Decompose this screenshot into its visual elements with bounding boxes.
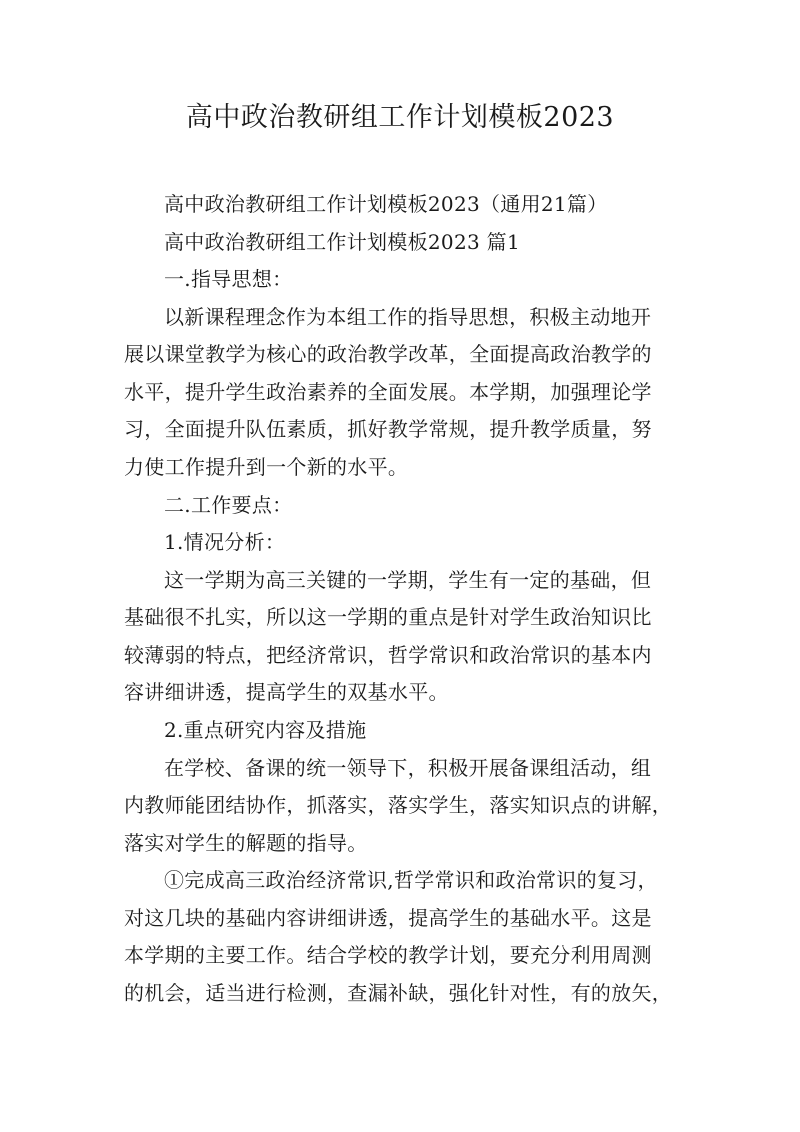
paragraph-line: 水平，提升学生政治素养的全面发展。本学期，加强理论学 bbox=[124, 380, 652, 404]
paragraph-line: 本学期的主要工作。结合学校的教学计划，要充分利用周测 bbox=[124, 943, 652, 967]
paragraph-line: 展以课堂教学为核心的政治教学改革，全面提高政治教学的 bbox=[124, 342, 652, 366]
paragraph-line: 内教师能团结协作，抓落实，落实学生，落实知识点的讲解， bbox=[124, 793, 673, 817]
heading-situation-analysis: 1.情况分析： bbox=[164, 530, 286, 554]
heading-work-points: 二.工作要点： bbox=[164, 493, 293, 517]
subtitle-line: 高中政治教研组工作计划模板2023（通用21篇） bbox=[164, 192, 608, 216]
paragraph-line: 力使工作提升到一个新的水平。 bbox=[124, 455, 409, 479]
heading-guiding-ideology: 一.指导思想： bbox=[164, 267, 293, 291]
paragraph-line: 的机会，适当进行检测，查漏补缺，强化针对性，有的放矢， bbox=[124, 981, 673, 1005]
paragraph-line: 以新课程理念作为本组工作的指导思想，积极主动地开 bbox=[164, 305, 652, 329]
paragraph-line: 落实对学生的解题的指导。 bbox=[124, 831, 368, 855]
paragraph-line: 这一学期为高三关键的一学期，学生有一定的基础，但 bbox=[164, 568, 652, 592]
paragraph-line: 对这几块的基础内容讲细讲透，提高学生的基础水平。这是 bbox=[124, 906, 652, 930]
paragraph-line: 较薄弱的特点，把经济常识，哲学常识和政治常识的基本内 bbox=[124, 643, 652, 667]
document-title: 高中政治教研组工作计划模板2023 bbox=[185, 102, 615, 133]
paragraph-line: 在学校、备课的统一领导下，积极开展备课组活动，组 bbox=[164, 756, 652, 780]
heading-research-content: 2.重点研究内容及措施 bbox=[164, 718, 367, 742]
paragraph-line: 容讲细讲透，提高学生的双基水平。 bbox=[124, 680, 449, 704]
section-heading-part1: 高中政治教研组工作计划模板2023 篇1 bbox=[164, 230, 520, 254]
paragraph-line: 习，全面提升队伍素质，抓好教学常规，提升教学质量，努 bbox=[124, 417, 652, 441]
paragraph-line: ①完成高三政治经济常识,哲学常识和政治常识的复习， bbox=[164, 868, 658, 892]
paragraph-line: 基础很不扎实，所以这一学期的重点是针对学生政治知识比 bbox=[124, 605, 652, 629]
